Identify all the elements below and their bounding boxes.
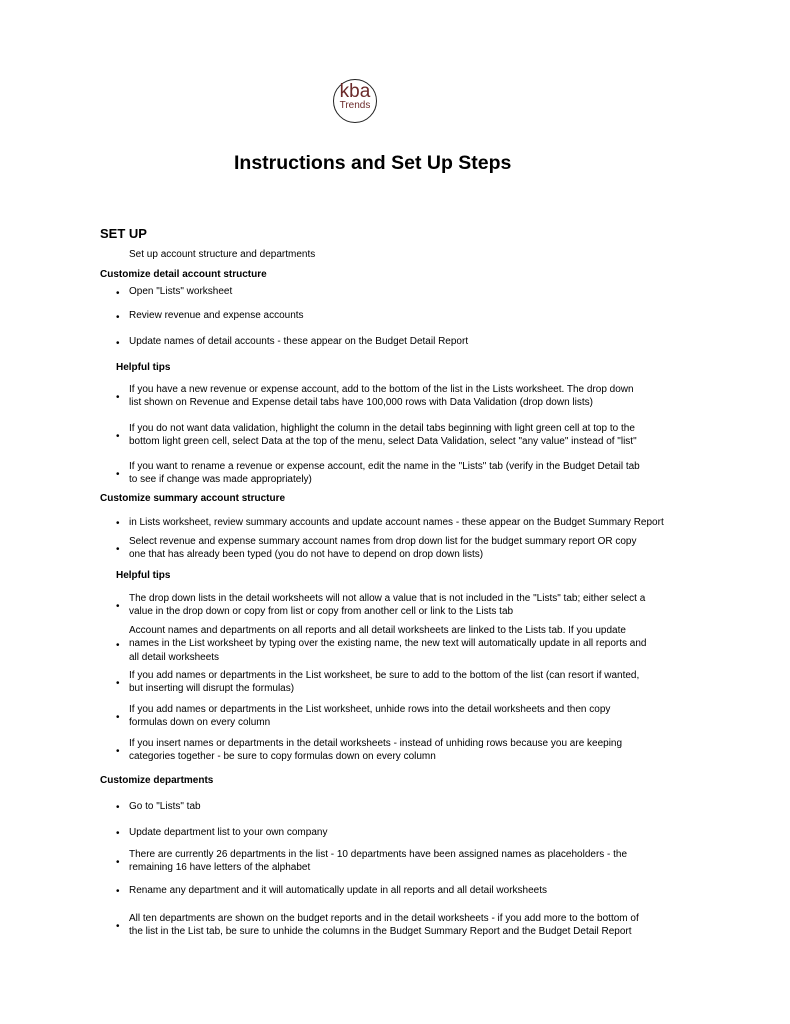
tip-line: all detail worksheets (129, 651, 220, 663)
tip-line: If you do not want data validation, highlight the column in the detail tabs beginning with light green cell at top to the (129, 423, 635, 434)
list-item-text: Open "Lists" worksheet (129, 286, 233, 297)
tip-text (129, 669, 689, 696)
bullet: • (116, 518, 120, 529)
detail-heading: Customize detail account structure (100, 269, 267, 280)
list-item-text: in Lists worksheet, review summary accounts and update account names - these appear on the Budget Summary Report (129, 517, 664, 528)
bullet: • (116, 802, 120, 813)
tip-line: but inserting will disrupt the formulas) (129, 683, 295, 695)
list-item-text: Update department list to your own company (129, 827, 328, 838)
list-item-text (129, 535, 689, 562)
list-item-text: Rename any department and it will automatically update in all reports and all detail worksheets (129, 885, 548, 896)
list-item-line: the list in the List tab, be sure to unhide the columns in the Budget Summary Report and the Budget Detail Report (129, 926, 632, 938)
list-item-line: remaining 16 have letters of the alphabet (129, 862, 311, 874)
bullet: • (116, 886, 120, 897)
setup-heading: SET UP (100, 226, 147, 241)
tip-text (129, 703, 689, 730)
tip-line: to see if change was made appropriately) (129, 474, 312, 486)
list-item-text: Update names of detail accounts - these appear on the Budget Detail Report (129, 336, 469, 347)
list-item-text (129, 848, 689, 875)
bullet: • (116, 857, 120, 868)
bullet: • (116, 712, 120, 723)
summary-heading: Customize summary account structure (100, 493, 286, 504)
bullet: • (116, 640, 120, 651)
bullet: • (116, 338, 120, 349)
bullet: • (116, 921, 120, 932)
bullet: • (116, 469, 120, 480)
tip-line: names in the List worksheet by typing over the existing name, the new text will automatically update in all reports and (129, 638, 647, 650)
list-item-line: Select revenue and expense summary account names from drop down list for the budget summary report OR copy (129, 536, 637, 547)
tip-line: list shown on Revenue and Expense detail tabs have 100,000 rows with Data Validation (drop down lists) (129, 397, 593, 409)
bullet: • (116, 544, 120, 555)
list-item-text: Go to "Lists" tab (129, 801, 201, 812)
bullet: • (116, 312, 120, 323)
tip-text (129, 624, 689, 664)
bullet: • (116, 392, 120, 403)
list-item-line: All ten departments are shown on the budget reports and in the detail worksheets - if you add more to the bottom of (129, 913, 639, 924)
bullet: • (116, 828, 120, 839)
list-item-text (129, 912, 689, 939)
tip-line: Account names and departments on all reports and all detail worksheets are linked to the Lists tab. If you update (129, 625, 626, 636)
tip-line: If you add names or departments in the List worksheet, unhide rows into the detail worksheets and then copy (129, 704, 611, 715)
setup-intro: Set up account structure and departments (129, 249, 316, 260)
tip-text (129, 592, 689, 619)
tip-text (129, 460, 689, 487)
bullet: • (116, 288, 120, 299)
tip-line: The drop down lists in the detail worksheets will not allow a value that is not included in the "Lists" tab; either select a (129, 593, 646, 604)
logo-trends-text: Trends (339, 100, 371, 111)
tip-text (129, 422, 689, 449)
tip-text (129, 737, 689, 764)
tip-line: If you insert names or departments in the detail worksheets - instead of unhiding rows because you are keeping (129, 738, 623, 749)
summary-tips-heading: Helpful tips (116, 570, 171, 581)
tip-line: categories together - be sure to copy formulas down on every column (129, 751, 436, 763)
list-item-line: one that has already been typed (you do not have to depend on drop down lists) (129, 549, 484, 561)
tip-line: If you add names or departments in the List worksheet, be sure to add to the bottom of the list (can resort if wanted, (129, 670, 640, 681)
tip-line: formulas down on every column (129, 717, 271, 729)
kba-trends-logo (333, 79, 377, 123)
bullet: • (116, 678, 120, 689)
detail-tips-heading: Helpful tips (116, 362, 171, 373)
departments-heading: Customize departments (100, 775, 214, 786)
tip-line: If you have a new revenue or expense account, add to the bottom of the list in the Lists worksheet. The drop down (129, 384, 634, 395)
logo-kba-text: kba (339, 81, 371, 102)
list-item-line: There are currently 26 departments in the list - 10 departments have been assigned names as placeholders - the (129, 849, 628, 860)
tip-line: value in the drop down or copy from list or copy from another cell or link to the Lists tab (129, 606, 514, 618)
page-title: Instructions and Set Up Steps (234, 152, 512, 174)
tip-text (129, 383, 689, 410)
bullet: • (116, 601, 120, 612)
tip-line: If you want to rename a revenue or expense account, edit the name in the "Lists" tab (verify in the Budget Detail tab (129, 461, 640, 472)
bullet: • (116, 431, 120, 442)
tip-line: bottom light green cell, select Data at the top of the menu, select Data Validation, select "any value" instead of "list" (129, 436, 637, 448)
bullet: • (116, 746, 120, 757)
list-item-text: Review revenue and expense accounts (129, 310, 304, 321)
